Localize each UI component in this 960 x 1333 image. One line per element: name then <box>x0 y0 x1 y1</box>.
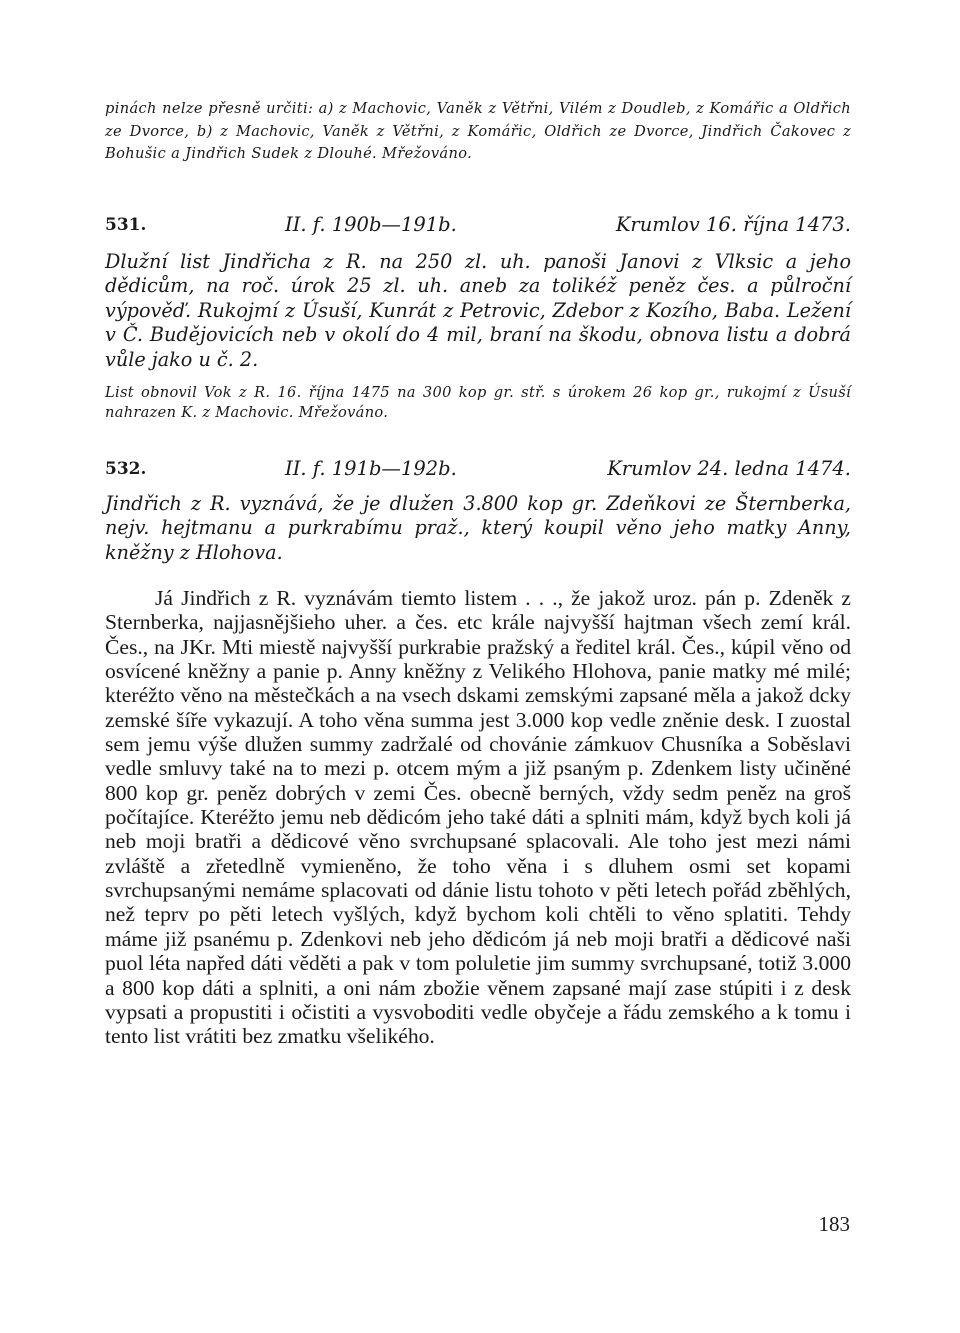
page-number: 183 <box>818 1212 850 1236</box>
entry-number: 531. <box>105 215 147 235</box>
entry-folio: II. f. 191b—192b. <box>285 457 457 480</box>
entry-531-heading <box>105 213 851 243</box>
entry-place-date: Krumlov 24. ledna 1474. <box>607 457 851 480</box>
entry-531-summary: Dlužní list Jindřicha z R. na 250 zl. uh. panoši Janovi z Vlksic a jeho dědicům, na roč. úrok 25 zl. uh. aneb za tolikéž peněz čes. a půlroční výpověď. Rukojmí z Úsuší, Kunrát z Petrovic, Zdebor z Kozího, Baba. Ležení v Č. Budějovicích neb v okolí do 4 mil, braní na škodu, obnova listu a dobrá vůle jako u č. 2. <box>105 250 851 371</box>
entry-place-date: Krumlov 16. října 1473. <box>615 213 851 236</box>
entry-532-summary: Jindřich z R. vyznává, že je dlužen 3.800 kop gr. Zdeňkovi ze Šternberka, nejv. hejtmanu a purkrabímu praž., který koupil věno jeho matky Anny, kněžny z Hlohova. <box>105 492 851 564</box>
entry-folio: II. f. 190b—191b. <box>285 213 457 236</box>
entry-531-note: List obnovil Vok z R. 16. října 1475 na 300 kop gr. stř. s úrokem 26 kop gr., rukojmí z Úsuší nahrazen K. z Machovic. Mřežováno. <box>105 384 851 422</box>
previous-entry-note: pinách nelze přesně určiti: a) z Machovic, Vaněk z Větřni, Vilém z Doudleb, z Komářic a Oldřich ze Dvorce, b) z Machovic, Vaněk z Větřni, z Komářic, Oldřich ze Dvorce, Jindřich Čakovec z Bohušic a Jindřich Sudek z Dlouhé. Mřežováno. <box>105 100 851 162</box>
entry-number: 532. <box>105 459 147 479</box>
entry-532-heading <box>105 457 851 487</box>
entry-532-document-text: Já Jindřich z R. vyznávám tiemto listem . . ., že jakož uroz. pán p. Zdeněk z Sternberka, najjasnějšieho uher. a čes. etc krále najvyšší hajtman všech zemí král. Čes., na JKr. Mti miestě najvyšší purkrabie pražský a ředitel král. Čes., kúpil věno od osvícené kněžny a panie p. Anny kněžny z Velikého Hlohova, panie matky mé milé; kteréžto věno na městečkách a na vsech dskami zemskými zapsané měla a jakož dcky zemské šíře vykazují. A toho věna summa jest 3.000 kop vedle zněnie desk. I zuostal sem jemu výše dlužen summy zadržalé od chovánie zámkuov Chusníka a Soběslavi vedle smluvy také na to mezi p. otcem mým a již psaným p. Zdenkem listy učiněné 800 kop gr. peněz dobrých v zemi Čes. obecně berných, vždy sedm peněz na groš počítajíce. Kteréžto jemu neb dědicóm jeho také dáti a splniti mám, když bych koli já neb moji bratři a dědicové věno svrchupsané splacovali. Ale toho jest mezi námi zvláště a zřetedlně vymieněno, že toho věna i s dluhem osmi set kopami svrchupsanými nemáme splacovati od dánie listu tohoto v pěti letech pořád zběhlých, než teprv po pěti letech vyšlých, když bychom koli chtěli to věno splatiti. Tehdy máme již psanému p. Zdenkovi neb jeho dědicóm já neb moji bratři a dědicové naši puol léta napřed dáti věděti a pak v tom poluletie jim summy svrchupsané, totiž 3.000 a 800 kop dáti a splniti, a oni nám zbožie věnem zapsané mají zase stúpiti i z desk vypsati a propustiti i očistiti a vysvoboditi vedle obyčeje a řádu zemského a k tomu i tento list vrátiti bez zmatku všelikého. <box>105 586 851 1049</box>
